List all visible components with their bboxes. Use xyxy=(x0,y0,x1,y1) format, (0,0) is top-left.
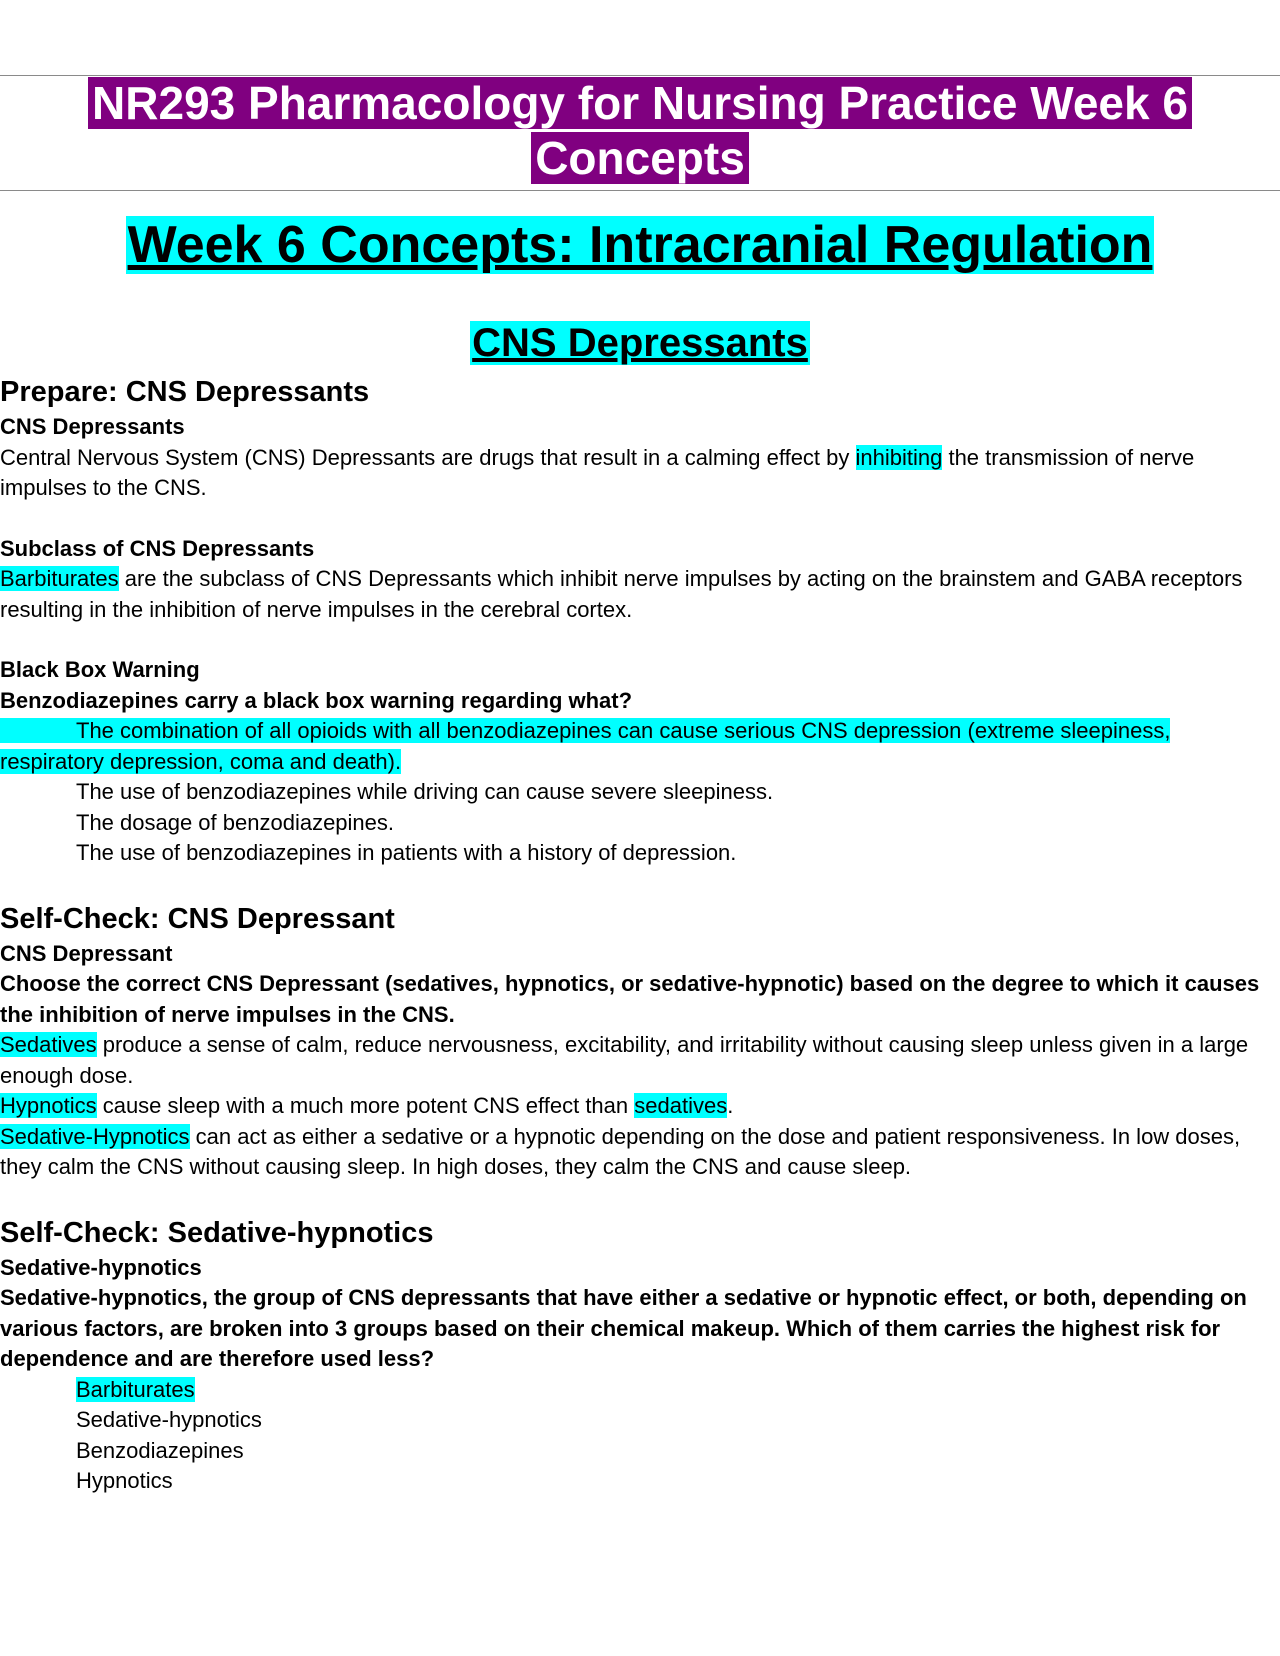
selfcheck2-option: Sedative-hypnotics xyxy=(76,1407,262,1432)
section-heading: CNS Depressants xyxy=(472,321,808,365)
selfcheck2-question: Sedative-hypnotics, the group of CNS depressants that have either a sedative or hypnotic effect, or both, depending on various factors, are broken into 3 groups based on their chemical makeup. Which of them carries the highest risk for dependence and are therefore used less? xyxy=(0,1285,1247,1371)
subclass-subheading: Subclass of CNS Depressants xyxy=(0,535,315,561)
sedatives-paragraph: Sedatives produce a sense of calm, reduce nervousness, excitability, and irritability without causing sleep unless given in a large enough dose. xyxy=(0,1032,1249,1088)
document-title xyxy=(0,76,1280,186)
definition-paragraph: Central Nervous System (CNS) Depressants are drugs that result in a calming effect by inhibiting the transmission of nerve impulses to the CNS. xyxy=(0,444,1195,500)
hypnotics-paragraph: Hypnotics cause sleep with a much more potent CNS effect than sedatives. xyxy=(0,1093,734,1118)
warning-question: Benzodiazepines carry a black box warning regarding what? xyxy=(0,687,633,713)
selfcheck2-subheading: Sedative-hypnotics xyxy=(0,1254,202,1280)
document-body xyxy=(0,372,1276,1497)
selfcheck2-option: Benzodiazepines xyxy=(76,1437,244,1463)
selfcheck1-heading: Self-Check: CNS Depressant xyxy=(0,902,395,935)
selfcheck2-correct-answer: Barbiturates xyxy=(76,1376,195,1402)
title-bottom-rule xyxy=(0,190,1280,191)
prepare-subheading: CNS Depressants xyxy=(0,414,185,439)
selfcheck2-option: Hypnotics xyxy=(76,1468,173,1493)
title-line-1: NR293 Pharmacology for Nursing Practice Week 6 xyxy=(88,77,1192,129)
week-heading: Week 6 Concepts: Intracranial Regulation xyxy=(127,216,1153,274)
warning-option: The use of benzodiazepines in patients with a history of depression. xyxy=(76,840,737,865)
highlight-barbiturates: Barbiturates xyxy=(0,566,119,591)
subclass-paragraph: Barbiturates are the subclass of CNS Depressants which inhibit nerve impulses by acting on the brainstem and GABA receptors resulting in the inhibition of nerve impulses in the cerebral cortex. xyxy=(0,566,1243,622)
selfcheck2-heading: Self-Check: Sedative-hypnotics xyxy=(0,1216,434,1249)
warning-option: The dosage of benzodiazepines. xyxy=(76,809,395,835)
prepare-heading: Prepare: CNS Depressants xyxy=(0,376,370,408)
title-line-2: Concepts xyxy=(531,132,749,184)
selfcheck1-subheading: CNS Depressant xyxy=(0,940,173,966)
warning-correct-answer: The combination of all opioids with all benzodiazepines can cause serious CNS depression (extreme sleepiness, respiratory depression, coma and death). xyxy=(0,718,1171,774)
warning-option: The use of benzodiazepines while driving can cause severe sleepiness. xyxy=(76,779,774,804)
highlight-inhibiting: inhibiting xyxy=(855,444,943,470)
sedative-hypnotics-paragraph: Sedative-Hypnotics can act as either a sedative or a hypnotic depending on the dose and patient responsiveness. In low doses, they calm the CNS without causing sleep. In high doses, they calm the CNS and cause sleep. xyxy=(0,1123,1241,1179)
warning-subheading: Black Box Warning xyxy=(0,657,200,682)
selfcheck1-instruction: Choose the correct CNS Depressant (sedatives, hypnotics, or sedative-hypnotic) based on the degree to which it causes the inhibition of nerve impulses in the CNS. xyxy=(0,971,1260,1027)
